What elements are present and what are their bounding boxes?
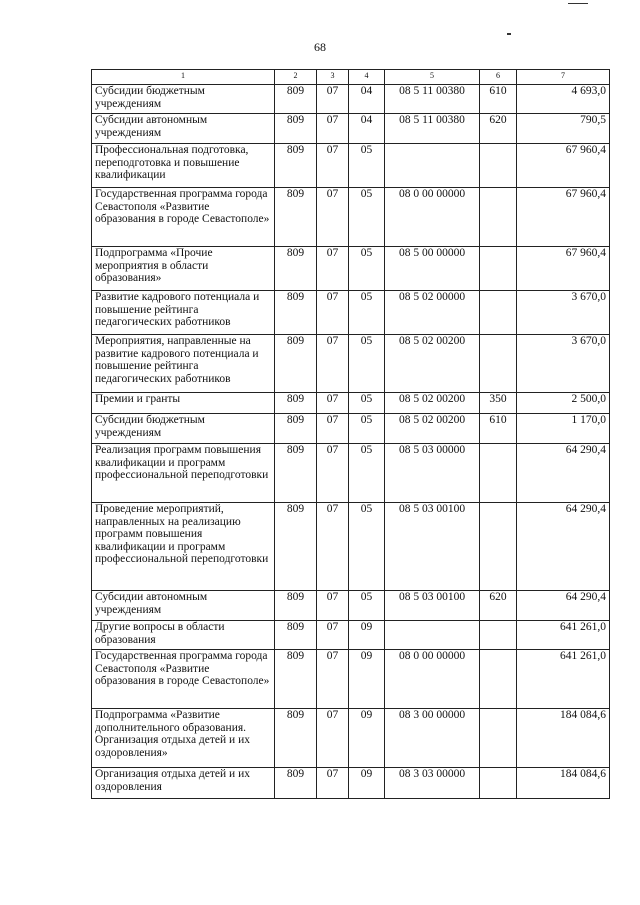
scan-mark <box>568 3 588 4</box>
cell-expense-type: 620 <box>480 591 517 621</box>
cell-target-article: 08 0 00 00000 <box>385 650 480 709</box>
row-name: Другие вопросы в области образования <box>92 621 275 650</box>
cell-grbs: 809 <box>275 503 317 591</box>
cell-expense-type <box>480 709 517 768</box>
table-row <box>92 85 610 114</box>
cell-expense-type <box>480 768 517 799</box>
cell-grbs: 809 <box>275 393 317 414</box>
cell-expense-type <box>480 291 517 335</box>
table-row <box>92 114 610 144</box>
cell-section: 07 <box>317 188 349 247</box>
cell-target-article: 08 5 02 00200 <box>385 393 480 414</box>
column-header: 5 <box>385 70 480 85</box>
cell-grbs: 809 <box>275 291 317 335</box>
cell-section: 07 <box>317 85 349 114</box>
cell-expense-type: 350 <box>480 393 517 414</box>
cell-expense-type: 610 <box>480 414 517 444</box>
cell-amount: 67 960,4 <box>517 144 610 188</box>
cell-expense-type <box>480 335 517 393</box>
cell-target-article: 08 0 00 00000 <box>385 188 480 247</box>
cell-grbs: 809 <box>275 650 317 709</box>
row-name: Премии и гранты <box>92 393 275 414</box>
cell-grbs: 809 <box>275 85 317 114</box>
scan-mark <box>507 33 511 35</box>
column-header: 4 <box>349 70 385 85</box>
cell-grbs: 809 <box>275 188 317 247</box>
cell-grbs: 809 <box>275 114 317 144</box>
row-name: Развитие кадрового потенциала и повышение рейтинга педагогических работников <box>92 291 275 335</box>
row-name: Субсидии бюджетным учреждениям <box>92 414 275 444</box>
header-row <box>92 70 610 85</box>
table-row <box>92 503 610 591</box>
cell-section: 07 <box>317 591 349 621</box>
cell-section: 07 <box>317 247 349 291</box>
cell-target-article: 08 5 02 00200 <box>385 335 480 393</box>
column-header: 1 <box>92 70 275 85</box>
row-name: Субсидии автономным учреждениям <box>92 114 275 144</box>
table-row <box>92 414 610 444</box>
cell-target-article: 08 5 03 00000 <box>385 444 480 503</box>
table-row <box>92 247 610 291</box>
cell-section: 07 <box>317 650 349 709</box>
row-name: Мероприятия, направленные на развитие кадрового потенциала и повышение рейтинга педагогических работников <box>92 335 275 393</box>
cell-amount: 67 960,4 <box>517 247 610 291</box>
cell-target-article: 08 3 00 00000 <box>385 709 480 768</box>
cell-target-article: 08 5 02 00200 <box>385 414 480 444</box>
cell-section: 07 <box>317 768 349 799</box>
cell-section: 07 <box>317 335 349 393</box>
column-header: 3 <box>317 70 349 85</box>
cell-amount: 3 670,0 <box>517 291 610 335</box>
cell-subsection: 09 <box>349 768 385 799</box>
column-header: 7 <box>517 70 610 85</box>
cell-subsection: 09 <box>349 621 385 650</box>
budget-table <box>91 69 610 799</box>
cell-section: 07 <box>317 503 349 591</box>
cell-subsection: 05 <box>349 503 385 591</box>
row-name: Субсидии бюджетным учреждениям <box>92 85 275 114</box>
table-row <box>92 768 610 799</box>
cell-target-article: 08 5 11 00380 <box>385 114 480 144</box>
column-header: 2 <box>275 70 317 85</box>
cell-target-article: 08 5 02 00000 <box>385 291 480 335</box>
row-name: Реализация программ повышения квалификации и программ профессиональной переподготовки <box>92 444 275 503</box>
cell-target-article: 08 5 11 00380 <box>385 85 480 114</box>
cell-target-article: 08 5 00 00000 <box>385 247 480 291</box>
cell-amount: 64 290,4 <box>517 503 610 591</box>
cell-expense-type <box>480 444 517 503</box>
cell-expense-type <box>480 247 517 291</box>
row-name: Подпрограмма «Прочие мероприятия в области образования» <box>92 247 275 291</box>
cell-amount: 67 960,4 <box>517 188 610 247</box>
cell-subsection: 09 <box>349 650 385 709</box>
cell-section: 07 <box>317 114 349 144</box>
cell-expense-type <box>480 144 517 188</box>
cell-subsection: 05 <box>349 247 385 291</box>
cell-expense-type <box>480 621 517 650</box>
cell-subsection: 09 <box>349 709 385 768</box>
row-name: Субсидии автономным учреждениям <box>92 591 275 621</box>
cell-amount: 641 261,0 <box>517 650 610 709</box>
row-name: Организация отдыха детей и их оздоровления <box>92 768 275 799</box>
cell-section: 07 <box>317 621 349 650</box>
cell-amount: 790,5 <box>517 114 610 144</box>
cell-subsection: 05 <box>349 291 385 335</box>
cell-subsection: 05 <box>349 144 385 188</box>
table-row <box>92 591 610 621</box>
table-row <box>92 444 610 503</box>
cell-amount: 184 084,6 <box>517 768 610 799</box>
cell-expense-type: 620 <box>480 114 517 144</box>
cell-section: 07 <box>317 709 349 768</box>
cell-subsection: 05 <box>349 335 385 393</box>
cell-target-article: 08 5 03 00100 <box>385 591 480 621</box>
table-row <box>92 650 610 709</box>
column-header: 6 <box>480 70 517 85</box>
cell-amount: 2 500,0 <box>517 393 610 414</box>
table-row <box>92 188 610 247</box>
cell-expense-type <box>480 650 517 709</box>
row-name: Государственная программа города Севастополя «Развитие образования в городе Севастополе» <box>92 650 275 709</box>
cell-expense-type <box>480 503 517 591</box>
page-number: 68 <box>314 40 326 54</box>
cell-amount: 184 084,6 <box>517 709 610 768</box>
cell-grbs: 809 <box>275 709 317 768</box>
row-name: Профессиональная подготовка, переподготовка и повышение квалификации <box>92 144 275 188</box>
cell-subsection: 05 <box>349 188 385 247</box>
cell-grbs: 809 <box>275 768 317 799</box>
cell-grbs: 809 <box>275 144 317 188</box>
cell-amount: 641 261,0 <box>517 621 610 650</box>
cell-subsection: 04 <box>349 114 385 144</box>
cell-section: 07 <box>317 291 349 335</box>
cell-amount: 4 693,0 <box>517 85 610 114</box>
cell-amount: 1 170,0 <box>517 414 610 444</box>
row-name: Подпрограмма «Развитие дополнительного образования. Организация отдыха детей и их оздоровления» <box>92 709 275 768</box>
cell-subsection: 05 <box>349 591 385 621</box>
cell-grbs: 809 <box>275 335 317 393</box>
cell-grbs: 809 <box>275 444 317 503</box>
cell-subsection: 04 <box>349 85 385 114</box>
table-row <box>92 335 610 393</box>
cell-grbs: 809 <box>275 591 317 621</box>
cell-target-article: 08 3 03 00000 <box>385 768 480 799</box>
cell-grbs: 809 <box>275 414 317 444</box>
cell-expense-type: 610 <box>480 85 517 114</box>
cell-expense-type <box>480 188 517 247</box>
row-name: Государственная программа города Севастополя «Развитие образования в городе Севастополе» <box>92 188 275 247</box>
cell-amount: 3 670,0 <box>517 335 610 393</box>
table-row <box>92 291 610 335</box>
table-row <box>92 393 610 414</box>
table-row <box>92 709 610 768</box>
table-row <box>92 144 610 188</box>
cell-subsection: 05 <box>349 393 385 414</box>
cell-grbs: 809 <box>275 247 317 291</box>
row-name: Проведение мероприятий, направленных на реализацию программ повышения квалификации и программ профессиональной переподготовки <box>92 503 275 591</box>
cell-section: 07 <box>317 393 349 414</box>
cell-section: 07 <box>317 444 349 503</box>
cell-amount: 64 290,4 <box>517 591 610 621</box>
cell-amount: 64 290,4 <box>517 444 610 503</box>
cell-section: 07 <box>317 414 349 444</box>
cell-target-article <box>385 621 480 650</box>
cell-target-article <box>385 144 480 188</box>
cell-section: 07 <box>317 144 349 188</box>
cell-grbs: 809 <box>275 621 317 650</box>
table-row <box>92 621 610 650</box>
cell-target-article: 08 5 03 00100 <box>385 503 480 591</box>
cell-subsection: 05 <box>349 414 385 444</box>
cell-subsection: 05 <box>349 444 385 503</box>
